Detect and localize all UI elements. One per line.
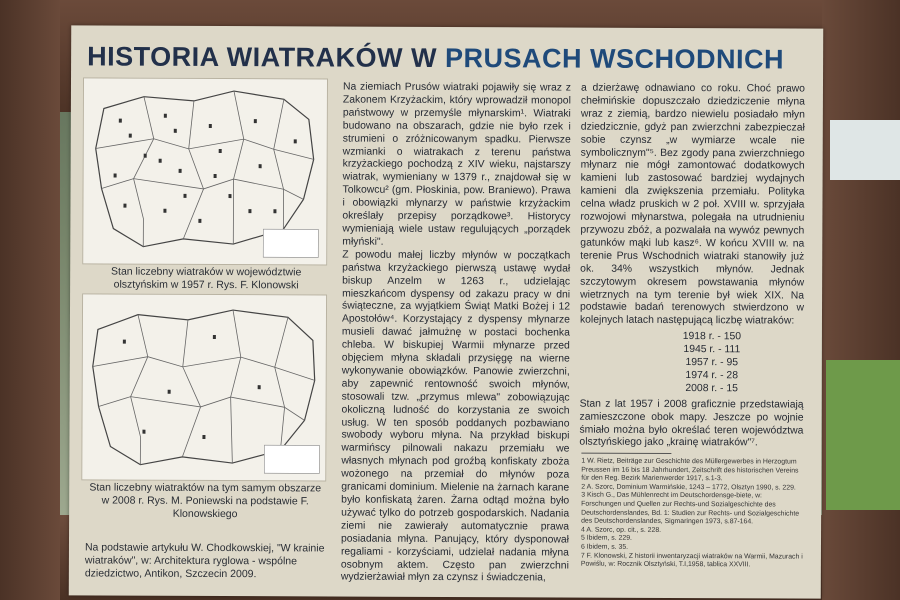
windmill-count-item: 1974 r. - 28 — [685, 369, 739, 382]
grass-background — [826, 360, 900, 510]
wooden-frame-left-post — [0, 0, 60, 600]
map-1957-drawing — [83, 78, 327, 264]
windmill-map-2008 — [81, 293, 327, 481]
map-1957-caption: Stan liczebny wiatraków w województwie olsztyńskim w 1957 r. Rys. F. Klonowski — [111, 265, 302, 292]
text-column-middle — [341, 82, 571, 586]
wooden-frame-right-post — [822, 0, 900, 600]
windmill-count-item: 1945 r. - 111 — [683, 344, 741, 356]
windmill-count-item: 1957 r. - 95 — [685, 357, 739, 369]
information-board — [69, 25, 823, 598]
footnotes — [581, 458, 803, 571]
windmill-count-item: 2008 r. - 15 — [685, 382, 738, 395]
windmill-map-1957 — [82, 77, 328, 265]
map-2008-drawing — [82, 294, 326, 480]
windmill-count-item: 1918 r. - 150 — [682, 331, 742, 343]
title-part-blue: PRUSACH WSCHODNICH — [445, 42, 785, 75]
footnote-divider — [581, 453, 671, 454]
footnote-item: 7 F. Klonowski, Z historii inwentaryzacji wiatraków na Warmii, Mazurach i Powiślu, w: Rocznik Olsztyński, T.I,1958, tablica XXVIII. — [580, 552, 803, 569]
footnote-item: 1 W. Rietz, Beiträge zur Geschichte des Müllergewerbes in Herzogtum Preussen im 16 bis 18 Jahrhundert, Zeitschrift des historischen Vereins für den Reg. Bezirk Marienwerder 1917, s.1-3. — [581, 457, 799, 483]
board-title — [87, 41, 807, 75]
footnote-item: 3 Kisch G., Das Mühlenrecht im Deutschordensge-biete, w: Forschungen und Quellen zur Rechts-und Sozialgeschichte des Deutschordenslandes, Bd. 1: Studien zur Rechts- und Sozialgeschichte des Deutschordenslandes, Sigmaringen 1973, s.87-164. — [581, 491, 800, 526]
paragraph-dispensation: Z powodu małej liczby młynów w początkach państwa krzyżackiego pierwszą ustawę wydał biskup Anzelm w 1263 r., udzielając mieszkańcom dyspensy od zakazu pracy w dni świąteczne, za wyjątkiem Świąt Matki Bożej i 12 Apostołów⁴. Korzystający z dyspensy młynarze musieli dawać jałmużnę w postaci bochenka chleba. W biskupiej Warmii młynarze przed objęciem młyna składali przysięgę na wierne wykonywanie obowiązków. Panowie zwierzchni, aby zapewnić rentowność swoich młynów, stosowali tzw. „przymus mlewa" zobowiązując okoliczną ludność do korzystania ze swoich usług. W ten sposób poddanych pozbawiano swobody wyboru młyna. Na przykład biskupi warmińscy pilnowali nakazu przemiału we własnych młynach pod groźbą konfiskaty zboża wożonego na przemiał do młynów poza granicami dominium. Mielenie na żarnach karane było konfiskatą żaren. Żarna odtąd można było używać tylko do potrzeb gospodarskich. Nadania ziemi nie zawierały automatycznie prawa posiadania młyna. Panujący, który dysponował regaliami - korzyściami, udzielał nadania młyna osobnym aktem. Często pan zwierzchni wydzierżawiał młyn za czynsz i świadczenia, — [340, 249, 571, 584]
paragraph-monopoly: Na ziemiach Prusów wiatraki pojawiły się wraz z Zakonem Krzyżackim, który wprowadził monopol państwowy w przemyśle młynarskim¹. Wiatraki budowano na obszarach, gdzie nie było rzek i strumieni o zróżnicowanym spadku. Pierwsze wzmianki o wiatrakach z terenu państwa krzyżackiego pochodzą z XIV wieku, najstarszy wiatrak, wymieniany w 1379 r., znajdował się w Tolkowcu² (gm. Płoskinia, pow. Braniewo). Prawa i obowiązki młynarzy w państwie krzyżackim określały przepisy porządkowe³. Historycy wymieniają wiele ustaw regulujących „porządek młyński". — [342, 81, 572, 248]
title-part-dark: HISTORIA WIATRAKÓW W — [87, 41, 446, 73]
source-note: Na podstawie artykułu W. Chodkowskiej, "W krainie wiatraków", w: Architektura ryglowa - wspólne dziedzictwo, Antikon, Szczecin 2009. — [84, 541, 325, 581]
sky-background — [830, 120, 900, 180]
footnote-item: 2 A. Szorc, Dominium Warmińskie, 1243 – 1772, Olsztyn 1990, s. 229. — [581, 483, 796, 492]
paragraph-lease: a dzierżawę odnawiano co roku. Choć prawo chełmińskie dopuszczało dziedziczenie młyna wraz z ziemią, bardzo niewielu posiadało młyn dziedzicznie, gdyż pan zwierzchni zabezpieczał sobie czynsz „w wymiarze wcale nie symbolicznym"⁵. Bez zgody pana zwierzchniego młynarz nie mógł zamontować dodatkowych kamieni lub zastosować bardziej wydajnych kamieni dla zwiększenia przemiału. Polityka celna władz pruskich w 2 poł. XVIII w. sprzyjała rozwojowi młynarstwa, polegała na utrudnieniu przywozu zbóż, a pozwalała na wywóz pewnych gatunków mąki lub kasz⁶. W końcu XVIII w. na terenie Prus Wschodnich wiatraki stanowiły już ok. 34% wszystkich młynów. Jednak szczytowym okresem powstawania młynów wietrznych na tym terenie był wiek XIX. Na podstawie badań terenowych stwierdzono w kolejnych latach następującą liczbę wiatraków: — [579, 82, 806, 327]
text-column-right — [579, 83, 805, 451]
paragraph-maps-summary: Stan z lat 1957 i 2008 graficznie przedstawiają zamieszczone obok mapy. Jeszcze po wojnie śmiało można było określać teren województwa olsztyńskiego jako „krainę wiatraków"⁷. — [579, 398, 804, 449]
footnote-item: 6 Ibidem, s. 35. — [580, 543, 629, 551]
footnote-item: 5 Ibidem, s. 229. — [580, 534, 632, 543]
footnote-item: 4 A. Szorc, op. cit., s. 228. — [581, 526, 662, 534]
windmill-count-list — [580, 331, 804, 397]
map-2008-caption: Stan liczebny wiatraktów na tym samym obszarze w 2008 r. Rys. M. Poniewski na podstawie F. Klonowskiego — [89, 481, 322, 521]
